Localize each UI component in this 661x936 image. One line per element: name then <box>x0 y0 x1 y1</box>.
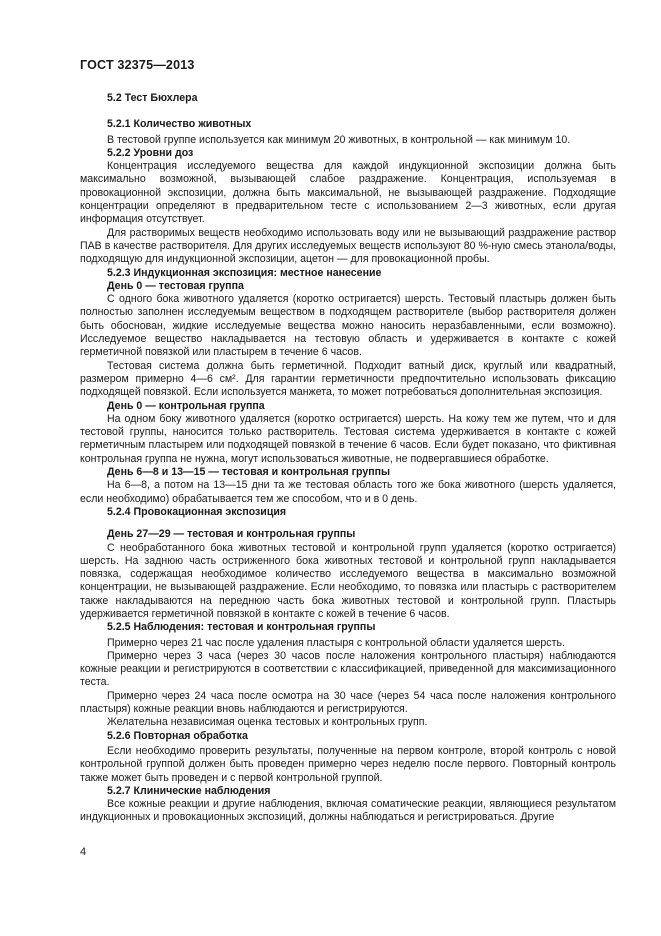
subsection-heading: 5.2.3 Индукционная экспозиция: местное нанесение <box>107 266 382 279</box>
paragraph: Для растворимых веществ необходимо использовать воду или не вызывающий раздражение раствор ПАВ в качестве растворителя. Для других исследуемых веществ используют 80 %-ную смесь этанола/воды, подходящую для индукционной экспозиции, ацетон — для провокационной пробы. <box>80 226 616 266</box>
paragraph: Примерно через 3 часа (через 30 часов после наложения контрольного пластыря) наблюдаются кожные реакции и регистрируются в соответствии с классификацией, приведенной для максимизационного теста. <box>80 649 616 689</box>
subsection-heading: 5.2.6 Повторная обработка <box>107 729 248 742</box>
day-heading: День 6—8 и 13—15 — тестовая и контрольная группы <box>107 466 391 479</box>
paragraph: Примерно через 21 час после удаления пластыря с контрольной области удаляется шерсть. <box>107 636 565 649</box>
subsection-heading: 5.2.5 Наблюдения: тестовая и контрольная группы <box>107 621 376 634</box>
day-heading: День 0 — контрольная группа <box>107 399 265 412</box>
paragraph: Все кожные реакции и другие наблюдения, включая соматические реакции, являющиеся результатом индукционных и провокационных экспозиций, должны наблюдаться и регистрироваться. Другие <box>80 798 616 824</box>
section-heading: 5.2 Тест Бюхлера <box>107 92 198 104</box>
document-body <box>80 92 616 825</box>
paragraph: Желательна независимая оценка тестовых и контрольных групп. <box>107 716 428 729</box>
subsection-heading: 5.2.7 Клинические наблюдения <box>107 784 271 797</box>
day-heading: День 0 — тестовая группа <box>107 279 244 292</box>
paragraph: Тестовая система должна быть герметичной. Подходит ватный диск, круглый или квадратный, размером примерно 4—6 см². Для гарантии герметичности предпочтительно использовать фиксацию подходящей повязкой. Если используется манжета, то может потребоваться дополнительная экспозиция. <box>80 359 616 399</box>
page-number: 4 <box>80 846 87 858</box>
paragraph: В тестовой группе используется как минимум 20 животных, в контрольной — как минимум 10. <box>107 133 571 146</box>
document-header: ГОСТ 32375—2013 <box>80 58 195 72</box>
paragraph: Концентрация исследуемого вещества для каждой индукционной экспозиции должна быть максимально возможной, вызывающей слабое раздражение. Концентрация, используемая в провокационной экспозиции, должна быть максимальной, не вызывающей раздражение. Подходящие концентрации определяют в предварительном тесте с использованием 2—3 животных, если другая информация отсутствует. <box>80 160 616 226</box>
subsection-heading: 5.2.2 Уровни доз <box>107 146 194 159</box>
paragraph: Если необходимо проверить результаты, полученные на первом контроле, второй контроль с новой контрольной группой должен быть проведен примерно через неделю после первого. Повторный контроль также может быть проведен и с первой контрольной группой. <box>80 744 616 784</box>
day-heading: День 27—29 — тестовая и контрольная группы <box>107 528 356 541</box>
subsection-heading: 5.2.4 Провокационная экспозиция <box>107 505 287 518</box>
paragraph: На одном боку животного удаляется (коротко остригается) шерсть. На кожу тем же путем, что и для тестовой группы, наносится только растворитель. Тестовая система удерживается в контакте с кожей герметичным пластырем или подходящей повязкой в течение 6 часов. Если будет показано, что фиктивная контрольная группа не нужна, могут использоваться животные, не подвергавшиеся обработке. <box>80 412 616 465</box>
paragraph: Примерно через 24 часа после осмотра на 30 часе (через 54 часа после наложения контрольного пластыря) кожные реакции вновь наблюдаются и регистрируются. <box>80 689 616 716</box>
paragraph: С необработанного бока животных тестовой и контрольной групп удаляется (коротко остригается) шерсть. На заднюю часть остриженного бока животных тестовой и контрольной групп накладывается повязка, содержащая необходимое количество исследуемого вещества в максимально возможной концентрации, не вызывающей раздражение. Если необходимо, то повязка или пластырь с растворителем также накладываются на переднюю часть бока животных тестовой и контрольной групп. Пластырь удерживается герметичной повязкой в контакте с кожей в течение 6 часов. <box>80 541 616 620</box>
paragraph: На 6—8, а потом на 13—15 дни та же тестовая область того же бока животного (шерсть удаляется, если необходимо) обрабатывается тем же способом, что и в 0 день. <box>80 479 616 505</box>
subsection-heading: 5.2.1 Количество животных <box>107 118 252 131</box>
paragraph: С одного бока животного удаляется (коротко остригается) шерсть. Тестовый пластырь должен быть полностью заполнен исследуемым веществом в подходящем растворителе (выбор растворителя должен быть обоснован, жидкие исследуемые вещества можно наносить неразбавленными, если возможно). Исследуемое вещество накладывается на тестовую область и удерживается в контакте с кожей герметичной повязкой или пластырем в течение 6 часов. <box>80 293 616 359</box>
